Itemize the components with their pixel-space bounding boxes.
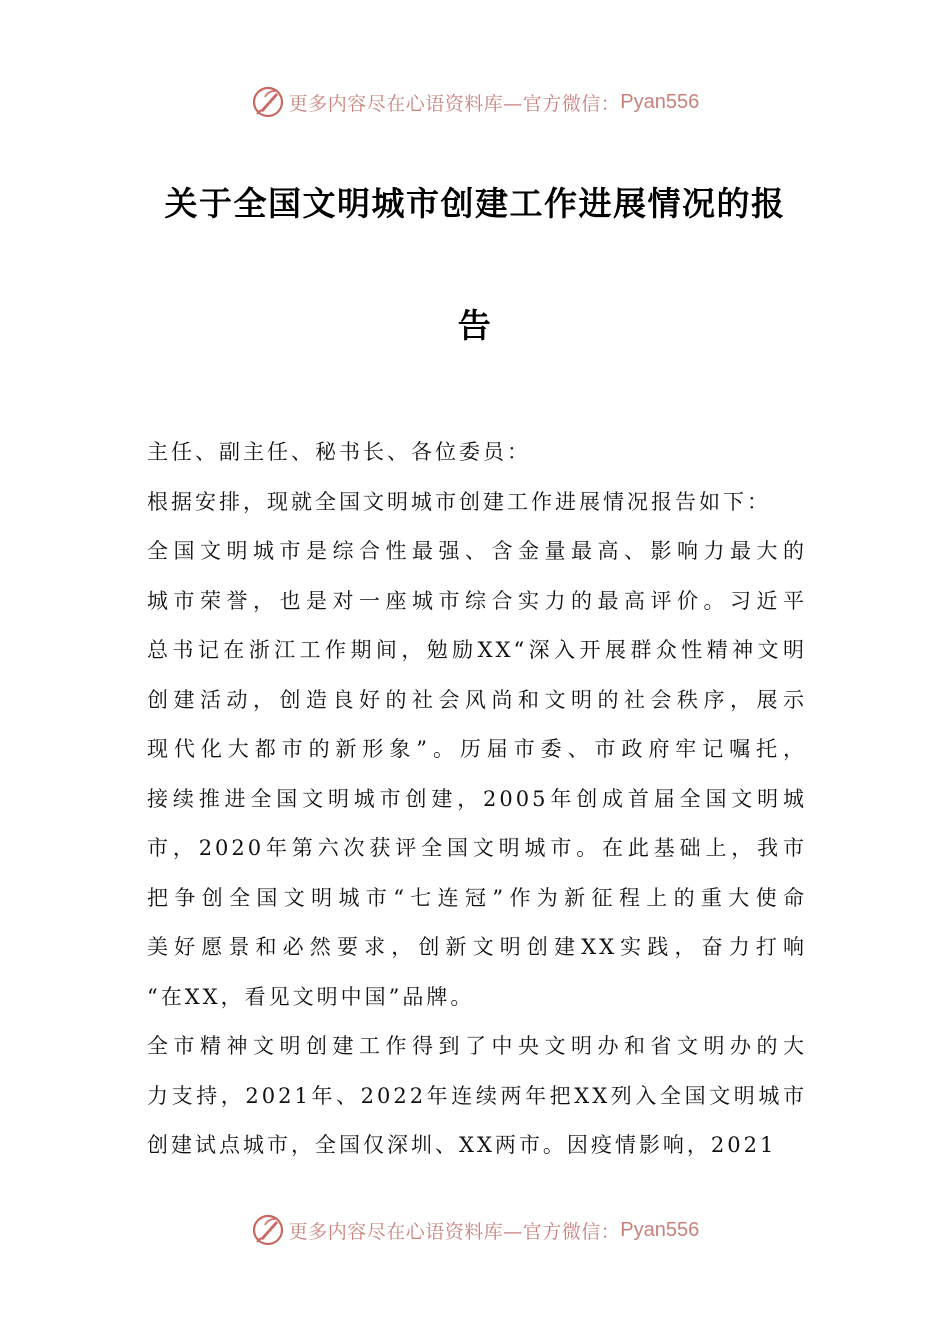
- paragraph-line: “在XX，看见文明中国”品牌。: [147, 984, 475, 1009]
- paragraph-line: 全市精神文明创建工作得到了中央文明办和省文明办的大: [147, 1034, 807, 1058]
- paragraph-line: 创建试点城市，全国仅深圳、XX两市。因疫情影响，2021: [147, 1133, 777, 1157]
- footer-banner-text: 更多内容尽在心语资料库—官方微信：: [288, 1220, 621, 1243]
- paragraph-line: 创建活动，创造良好的社会风尚和文明的社会秩序，展示: [147, 687, 807, 712]
- header-banner-text: 更多内容尽在心语资料库—官方微信：: [288, 92, 621, 115]
- paragraph-line: 全国文明城市是综合性最强、含金量最高、影响力最大的: [147, 539, 807, 563]
- header-watermark-banner: [0, 82, 950, 122]
- paragraph-line: 城市荣誉，也是对一座城市综合实力的最高评价。习近平: [147, 588, 807, 613]
- document-body: [147, 428, 807, 1171]
- quill-pen-logo-icon: [251, 1213, 285, 1247]
- footer-wechat-id: Pyan556: [620, 1218, 700, 1241]
- paragraph-line: 市，2020年第六次获评全国文明城市。在此基础上，我市: [147, 836, 807, 860]
- paragraph-line: 把争创全国文明城市“七连冠”作为新征程上的重大使命: [147, 885, 807, 910]
- paragraph-line: 力支持，2021年、2022年连续两年把XX列入全国文明城市: [147, 1083, 807, 1108]
- salutation-line: 主任、副主任、秘书长、各位委员：: [147, 440, 531, 464]
- document-title-line-2: 告: [457, 306, 493, 345]
- document-title-line-1: 关于全国文明城市创建工作进展情况的报: [164, 184, 786, 223]
- paragraph-line: 根据安排，现就全国文明城市创建工作进展情况报告如下：: [147, 489, 771, 514]
- header-wechat-id: Pyan556: [620, 90, 700, 113]
- paragraph-line: 现代化大都市的新形象”。历届市委、市政府牢记嘱托，: [147, 737, 807, 761]
- quill-pen-logo-icon: [251, 85, 285, 119]
- footer-watermark-banner: [0, 1210, 950, 1250]
- paragraph-line: 总书记在浙江工作期间，勉励XX“深入开展群众性精神文明: [147, 638, 807, 662]
- paragraph-line: 接续推进全国文明城市创建，2005年创成首届全国文明城: [147, 786, 807, 811]
- paragraph-line: 美好愿景和必然要求，创新文明创建XX实践，奋力打响: [147, 935, 807, 959]
